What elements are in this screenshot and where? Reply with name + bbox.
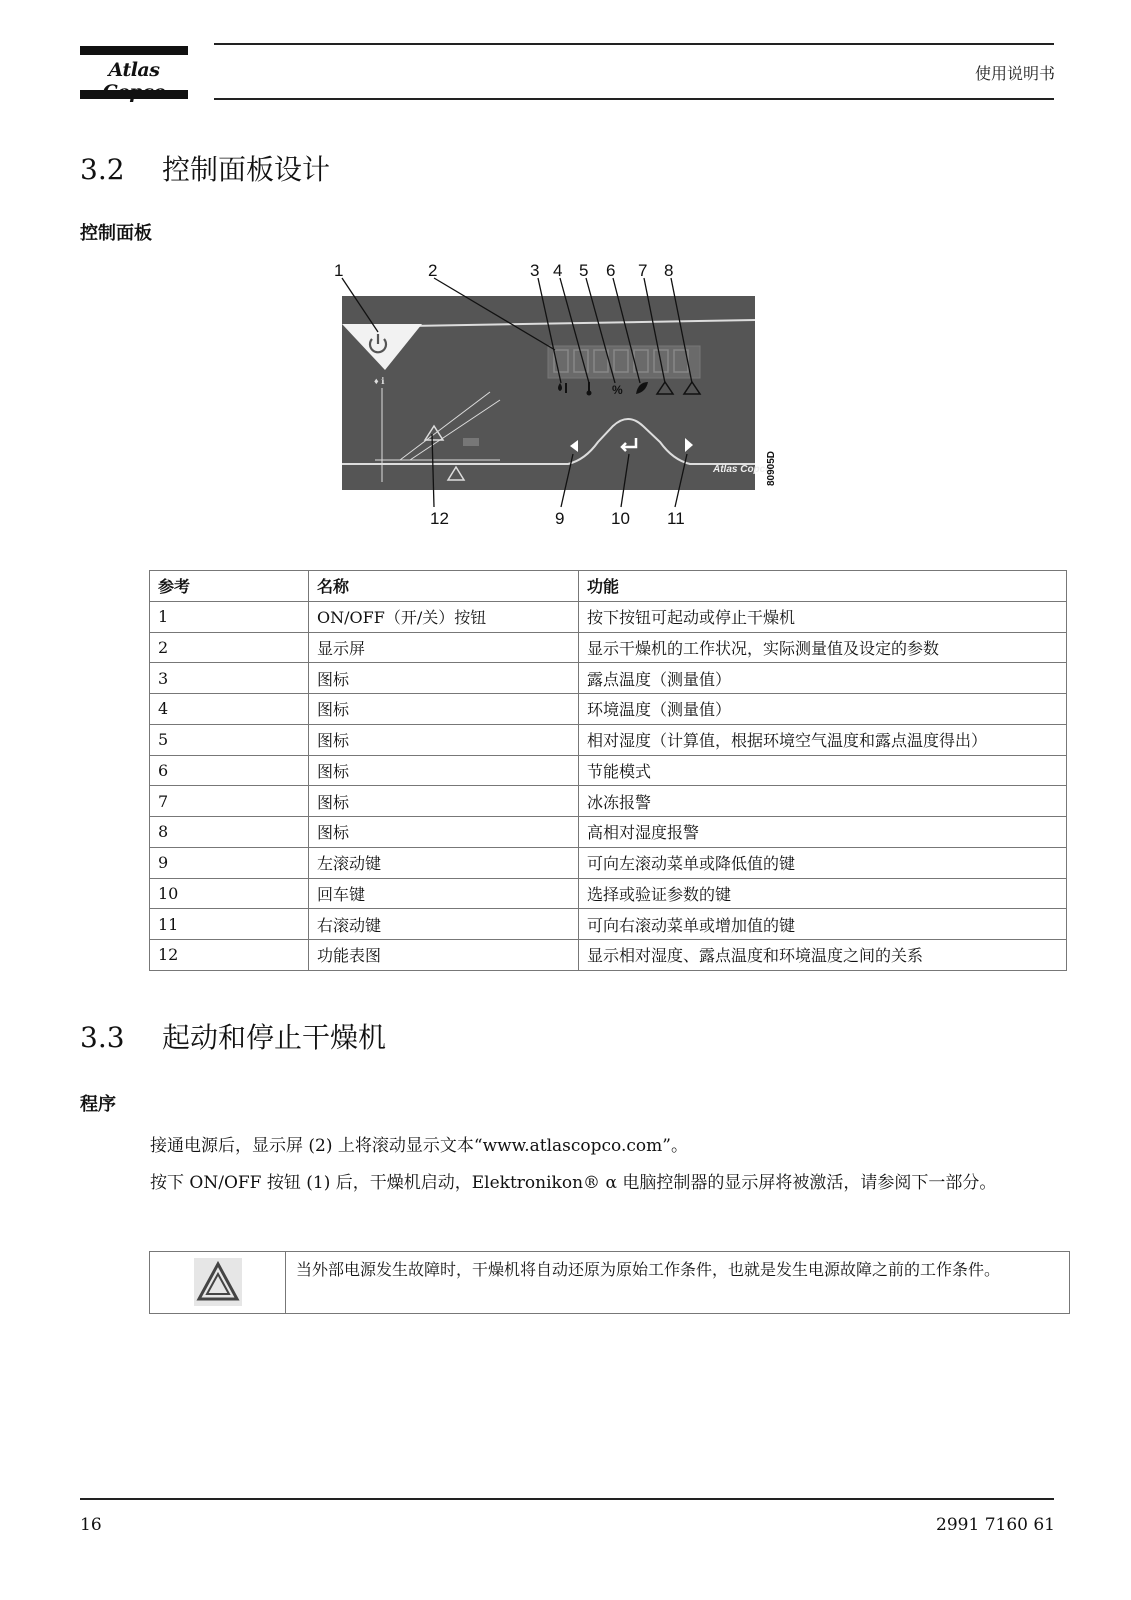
table-row [150,663,1067,694]
callout-5: 5 [579,262,589,280]
header-function: 功能 [579,571,1067,602]
cell-function: 相对湿度（计算值，根据环境空气温度和露点温度得出） [579,724,1067,755]
table-row [150,940,1067,971]
cell-function: 节能模式 [579,755,1067,786]
cell-name: 回车键 [309,878,579,909]
warning-triangle-icon [194,1258,242,1306]
cell-function: 选择或验证参数的键 [579,878,1067,909]
cell-function: 高相对湿度报警 [579,817,1067,848]
callout-4: 4 [553,262,563,280]
callout-3: 3 [530,262,540,280]
table-row [150,847,1067,878]
cell-function: 可向左滚动菜单或降低值的键 [579,847,1067,878]
note-box [149,1251,1070,1314]
header-rule-top [214,43,1054,45]
cell-ref: 8 [150,817,309,848]
cell-ref: 6 [150,755,309,786]
table-row [150,724,1067,755]
cell-name: 图标 [309,755,579,786]
paragraph-start: 按下 ON/OFF 按钮 (1) 后，干燥机启动，Elektronikon® α 电脑控制器的显示屏将被激活，请参阅下一部分。 [150,1173,997,1193]
section-title: 控制面板设计 [162,153,331,186]
panel-logo: Atlas Copco [713,464,772,475]
table-row [150,755,1067,786]
cell-name: 显示屏 [309,632,579,663]
cell-function: 露点温度（测量值） [579,663,1067,694]
cell-name: 右滚动键 [309,909,579,940]
note-text: 当外部电源发生故障时，干燥机将自动还原为原始工作条件，也就是发生电源故障之前的工作条件。 [296,1260,1001,1279]
cell-name: ON/OFF（开/关）按钮 [309,601,579,632]
cell-function: 环境温度（测量值） [579,694,1067,725]
cell-ref: 10 [150,878,309,909]
cell-function: 显示相对湿度、露点温度和环境温度之间的关系 [579,940,1067,971]
cell-function: 可向右滚动菜单或增加值的键 [579,909,1067,940]
document-title: 使用说明书 [974,64,1055,83]
table-row [150,632,1067,663]
section-number: 3.3 [80,1021,125,1054]
cell-ref: 1 [150,601,309,632]
paragraph-power-on: 接通电源后，显示屏 (2) 上将滚动显示文本“www.atlascopco.com”。 [150,1136,688,1156]
section-3-2-heading [80,148,330,188]
table-row [150,878,1067,909]
cell-ref: 11 [150,909,309,940]
callout-12: 12 [430,509,449,528]
cell-name: 功能表图 [309,940,579,971]
callout-8: 8 [664,262,674,280]
cell-function: 显示干燥机的工作状况，实际测量值及设定的参数 [579,632,1067,663]
table-header-row [150,571,1067,602]
humidity-icon: % [612,383,623,397]
header-name: 名称 [309,571,579,602]
cell-name: 图标 [309,817,579,848]
footer-rule [80,1498,1054,1500]
atlas-copco-logo [80,46,188,100]
cell-name: 图标 [309,786,579,817]
subheading-procedure: 程序 [80,1094,116,1115]
page-number: 16 [80,1515,102,1535]
callout-9: 9 [555,509,565,528]
table-row [150,786,1067,817]
section-title: 起动和停止干燥机 [162,1021,387,1054]
cell-function: 按下按钮可起动或停止干燥机 [579,601,1067,632]
cell-name: 图标 [309,694,579,725]
cell-name: 图标 [309,663,579,694]
table-row [150,694,1067,725]
display-screen [548,346,700,378]
cell-ref: 5 [150,724,309,755]
header-ref: 参考 [150,571,309,602]
cell-ref: 4 [150,694,309,725]
table-row [150,817,1067,848]
svg-text:♦ ℹ: ♦ ℹ [374,376,385,386]
cell-name: 图标 [309,724,579,755]
cell-name: 左滚动键 [309,847,579,878]
cell-function: 冰冻报警 [579,786,1067,817]
section-number: 3.2 [80,153,125,186]
table-row [150,601,1067,632]
table-row [150,909,1067,940]
note-icon-cell [150,1252,286,1313]
reference-table [149,570,1067,971]
cell-ref: 2 [150,632,309,663]
header-rule-bottom [214,98,1054,100]
cell-ref: 7 [150,786,309,817]
logo-wordmark: Atlas [108,59,160,81]
figure-code: 80905D [766,450,777,486]
logo-bar-bottom [80,90,188,99]
callout-6: 6 [606,262,616,280]
callout-1: 1 [334,262,344,280]
callout-2: 2 [428,262,438,280]
control-panel-figure [330,262,800,542]
callout-7: 7 [638,262,648,280]
cell-ref: 3 [150,663,309,694]
subheading-control-panel: 控制面板 [80,223,152,244]
cell-ref: 12 [150,940,309,971]
section-3-3-heading [80,1016,386,1056]
logo-bar-top [80,46,188,55]
document-code: 2991 7160 61 [936,1515,1055,1535]
callout-11: 11 [667,509,685,528]
callout-10: 10 [611,509,630,528]
cell-ref: 9 [150,847,309,878]
